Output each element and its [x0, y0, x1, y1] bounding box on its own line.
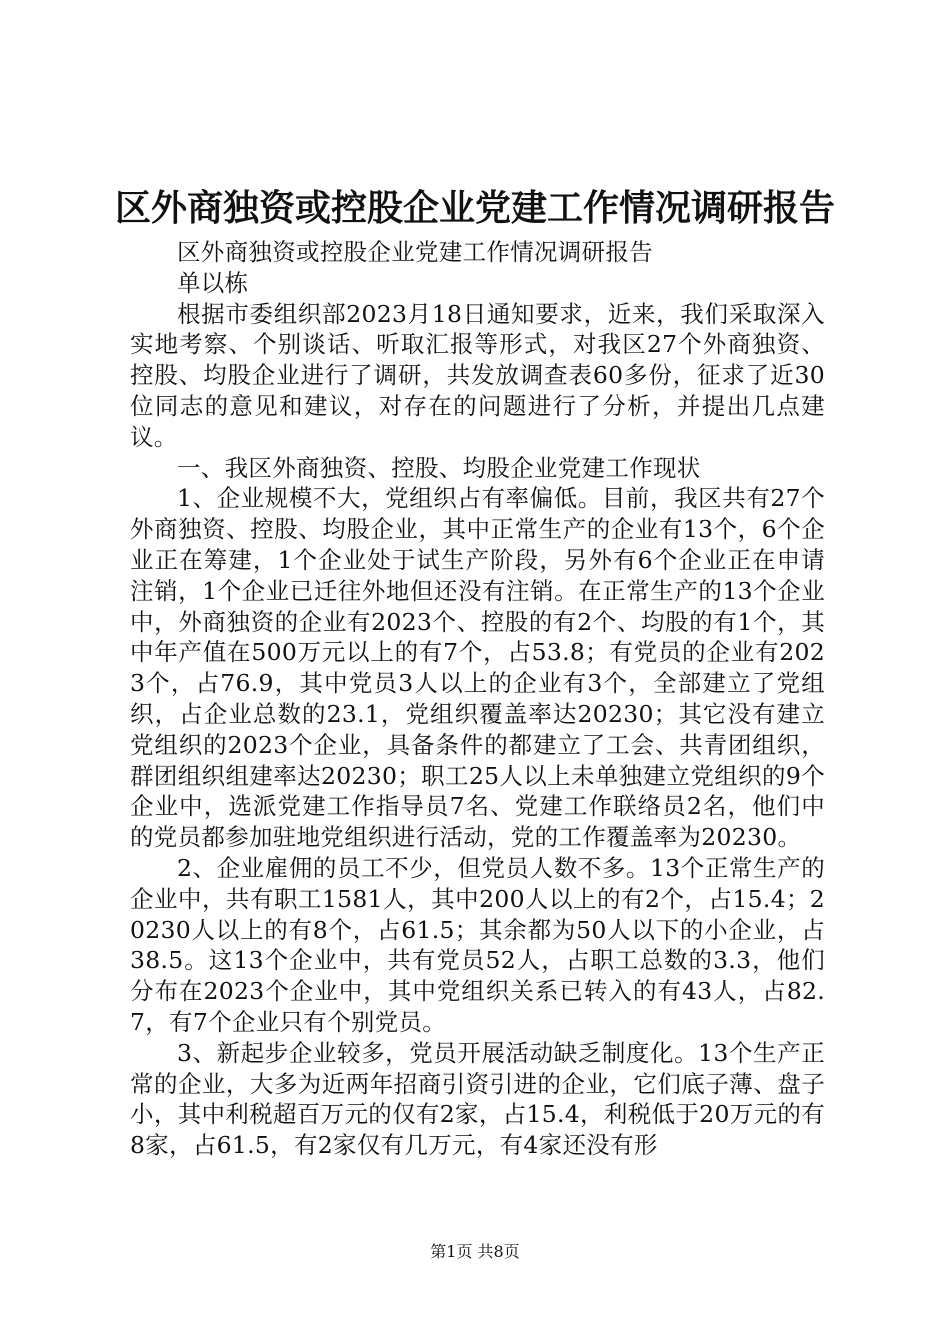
document-body [130, 237, 825, 1161]
author-paragraph: 单以栋 [177, 268, 249, 297]
body-paragraph: 2、企业雇佣的员工不少，但党员人数不多。13个正常生产的企业中，共有职工1581人，其中200人以上的有2个，占15.4；20230人以上的有8个，占61.5；其余都为50人以下的小企业，占38.5。这13个企业中，共有党员52人，占职工总数的3.3，他们分布在2023个企业中，其中党组织关系已转入的有43人，占82.7，有7个企业只有个别党员。 [130, 853, 825, 1036]
section-heading: 一、我区外商独资、控股、均股企业党建工作现状 [177, 453, 701, 482]
body-paragraph: 3、新起步企业较多，党员开展活动缺乏制度化。13个生产正常的企业，大多为近两年招商引资引进的企业，它们底子薄、盘子小，其中利税超百万元的仅有2家，占15.4，利税低于20万元的有8家，占61.5，有2家仅有几万元，有4家还没有形 [130, 1038, 825, 1160]
document-title: 区外商独资或控股企业党建工作情况调研报告 [114, 188, 835, 229]
intro-paragraph: 根据市委组织部2023月18日通知要求，近来，我们采取深入实地考察、个别谈话、听取汇报等形式，对我区27个外商独资、控股、均股企业进行了调研，共发放调查表60多份，征求了近30位同志的意见和建议，对存在的问题进行了分析，并提出几点建议。 [130, 299, 825, 451]
body-paragraph: 1、企业规模不大，党组织占有率偏低。目前，我区共有27个外商独资、控股、均股企业，其中正常生产的企业有13个，6个企业正在筹建，1个企业处于试生产阶段，另外有6个企业正在申请注销，1个企业已迁往外地但还没有注销。在正常生产的13个企业中，外商独资的企业有2023个、控股的有2个、均股的有1个，其中年产值在500万元以上的有7个，占53.8；有党员的企业有2023个，占76.9，其中党员3人以上的企业有3个，全部建立了党组织，占企业总数的23.1，党组织覆盖率达20230；其它没有建立党组织的2023个企业，具备条件的都建立了工会、共青团组织，群团组织组建率达20230；职工25人以上未单独建立党组织的9个企业中，选派党建工作指导员7名、党建工作联络员2名，他们中的党员都参加驻地党组织进行活动，党的工作覆盖率为20230。 [130, 484, 825, 852]
page-footer: 第1页 共8页 [430, 1242, 520, 1261]
subtitle-paragraph: 区外商独资或控股企业党建工作情况调研报告 [177, 238, 653, 266]
